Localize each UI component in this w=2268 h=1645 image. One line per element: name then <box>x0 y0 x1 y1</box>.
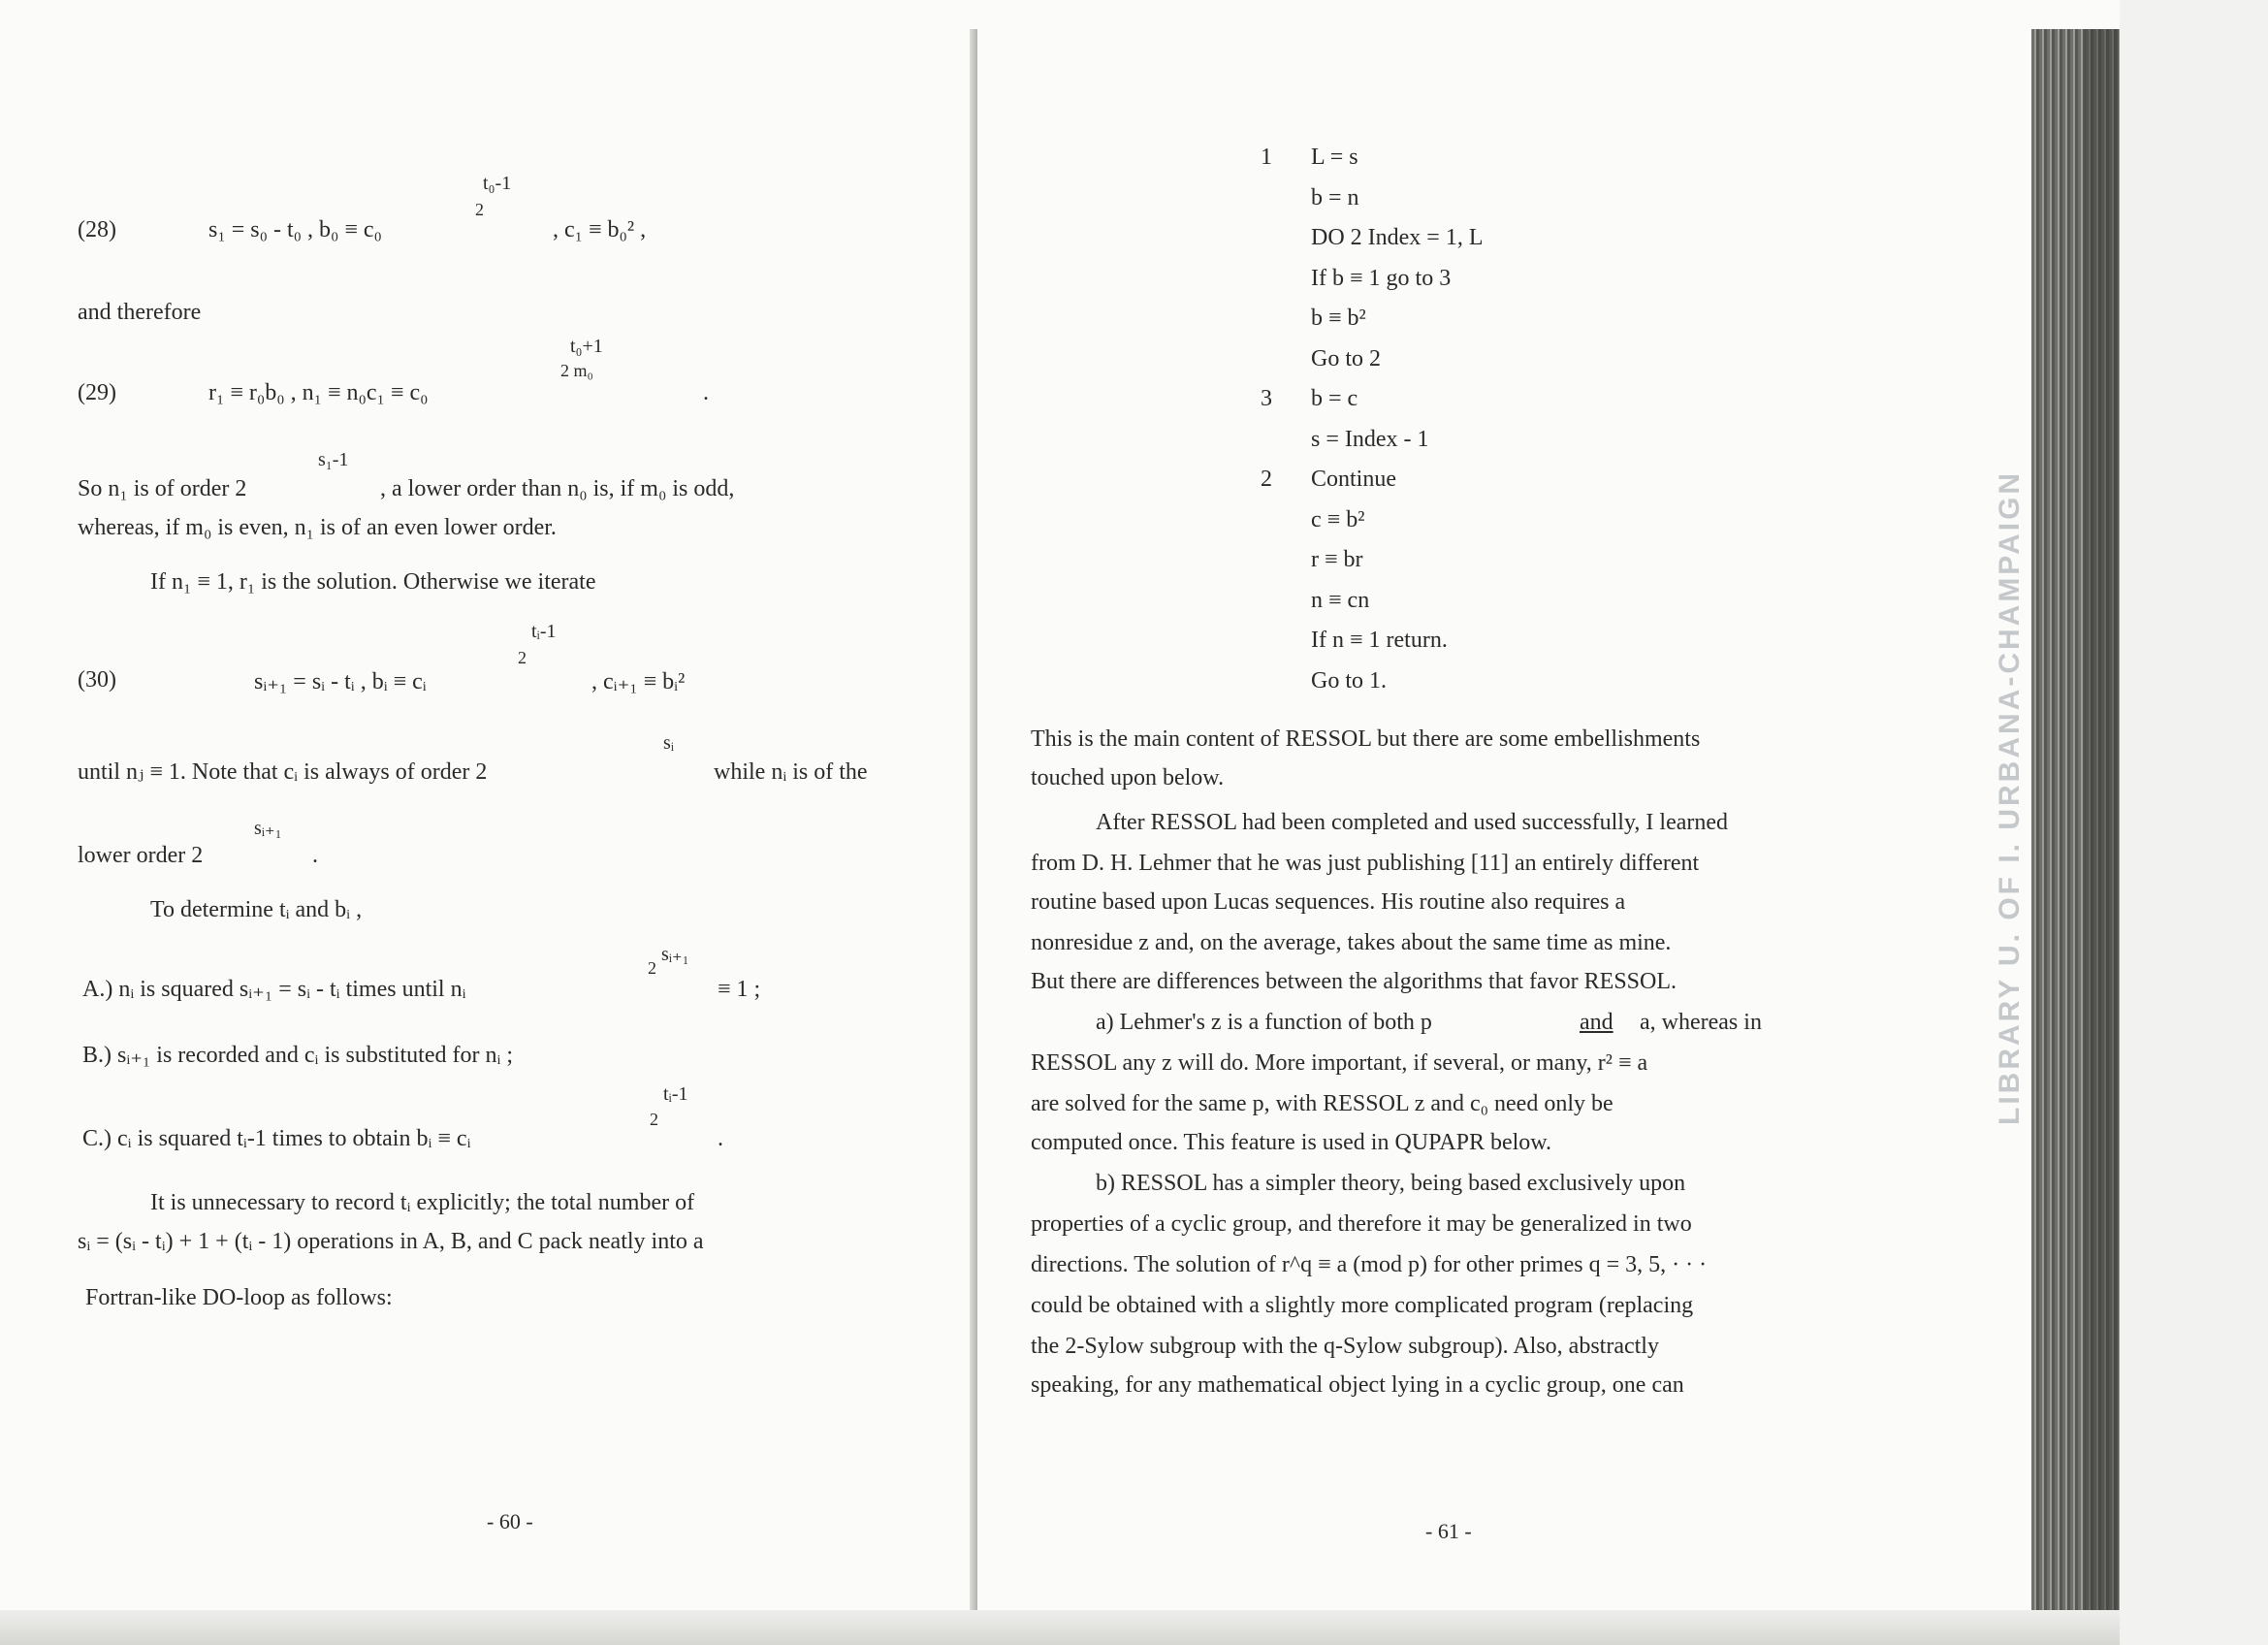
code-line-label: 1 <box>1261 145 1272 170</box>
code-line: Continue <box>1311 467 1396 492</box>
text-line: After RESSOL had been completed and used successfully, I learned <box>1096 810 1729 835</box>
eq30-part1: sᵢ₊₁ = sᵢ - tᵢ , bᵢ ≡ cᵢ <box>254 669 427 694</box>
lower-order-a: lower order 2 <box>78 843 204 868</box>
eq28-part2: , c₁ ≡ b₀² , <box>553 217 647 242</box>
code-line-label: 2 <box>1261 467 1272 492</box>
library-stamp: LIBRARY U. OF I. URBANA-CHAMPAIGN <box>1994 469 2026 1125</box>
step-c-exponent-base: 2 <box>650 1110 658 1129</box>
step-a-exponent-top: sᵢ₊₁ <box>661 944 689 965</box>
text-line: and <box>1580 1010 1613 1035</box>
eq30-part2: , cᵢ₊₁ ≡ bᵢ² <box>591 669 686 694</box>
eq29-part2: . <box>703 380 709 405</box>
code-line: If n ≡ 1 return. <box>1311 628 1448 653</box>
text-line: a, whereas in <box>1640 1010 1762 1035</box>
code-line: Go to 1. <box>1311 668 1387 693</box>
step-a-tail: ≡ 1 ; <box>718 977 761 1002</box>
code-line: L = s <box>1311 145 1358 170</box>
eq28-part1: s₁ = s₀ - t₀ , b₀ ≡ c₀ <box>208 217 382 242</box>
text-line: from D. H. Lehmer that he was just publishing [11] an entirely different <box>1031 851 1700 876</box>
para-so-line1a: So n₁ is of order 2 <box>78 476 247 501</box>
until-exponent: sᵢ <box>663 732 675 754</box>
text-line: touched upon below. <box>1031 765 1225 790</box>
para-unnecessary-line2: sᵢ = (sᵢ - tᵢ) + 1 + (tᵢ - 1) operations in A, B, and C pack neatly into a <box>78 1229 704 1254</box>
eq28-label: (28) <box>78 217 116 242</box>
to-determine: To determine tᵢ and bᵢ , <box>150 897 363 922</box>
para-if: If n₁ ≡ 1, r₁ is the solution. Otherwise we iterate <box>150 569 596 595</box>
para-unnecessary-line1: It is unnecessary to record tᵢ explicitly; the total number of <box>150 1190 695 1215</box>
text-line: RESSOL any z will do. More important, if several, or many, r² ≡ a <box>1031 1050 1648 1076</box>
text-line: This is the main content of RESSOL but there are some embellishments <box>1031 726 1701 752</box>
code-line: If b ≡ 1 go to 3 <box>1311 266 1452 291</box>
text-line: the 2-Sylow subgroup with the q-Sylow subgroup). Also, abstractly <box>1031 1334 1659 1359</box>
left-page <box>0 0 977 1645</box>
step-c-tail: . <box>718 1126 723 1151</box>
code-line: Go to 2 <box>1311 346 1381 371</box>
eq30-exponent-base: 2 <box>518 648 527 667</box>
text-line: nonresidue z and, on the average, takes about the same time as mine. <box>1031 930 1672 955</box>
code-line: n ≡ cn <box>1311 588 1370 613</box>
text-line: could be obtained with a slightly more complicated program (replacing <box>1031 1293 1694 1318</box>
text-line: directions. The solution of r^q ≡ a (mod p) for other primes q = 3, 5, · · · <box>1031 1252 1708 1277</box>
eq28-exponent-top: t₀-1 <box>483 173 512 194</box>
eq29-part1: r₁ ≡ r₀b₀ , n₁ ≡ n₀c₁ ≡ c₀ <box>208 380 429 405</box>
step-b-line: B.) sᵢ₊₁ is recorded and cᵢ is substituted for nᵢ ; <box>82 1043 514 1068</box>
text-line: But there are differences between the algorithms that favor RESSOL. <box>1031 969 1677 994</box>
lower-order-exponent: sᵢ₊₁ <box>254 818 282 839</box>
text-line: routine based upon Lucas sequences. His routine also requires a <box>1031 889 1626 915</box>
background-margin <box>2120 0 2268 1645</box>
code-line: b = c <box>1311 386 1358 411</box>
until-line-b: while nᵢ is of the <box>714 759 868 785</box>
para-so-line2: whereas, if m₀ is even, n₁ is of an even lower order. <box>78 515 557 540</box>
text-line: computed once. This feature is used in QUPAPR below. <box>1031 1130 1552 1155</box>
and-therefore: and therefore <box>78 300 202 325</box>
eq29-label: (29) <box>78 380 116 405</box>
text-line: are solved for the same p, with RESSOL z and c₀ need only be <box>1031 1091 1613 1116</box>
code-line: DO 2 Index = 1, L <box>1311 225 1484 250</box>
page-number-right: - 61 - <box>1425 1519 1472 1543</box>
text-line: b) RESSOL has a simpler theory, being based exclusively upon <box>1096 1171 1686 1196</box>
code-line-label: 3 <box>1261 386 1272 411</box>
eq28-exponent-base: 2 <box>475 200 484 219</box>
text-line: a) Lehmer's z is a function of both p <box>1096 1010 1432 1035</box>
eq30-exponent-top: tᵢ-1 <box>531 621 557 642</box>
text-line: properties of a cyclic group, and therefore it may be generalized in two <box>1031 1211 1692 1237</box>
step-a-line: A.) nᵢ is squared sᵢ₊₁ = sᵢ - tᵢ times until nᵢ <box>82 977 466 1002</box>
page-number-left: - 60 - <box>487 1509 533 1533</box>
right-page <box>977 0 2120 1645</box>
eq29-exponent-top: t₀+1 <box>570 336 603 357</box>
until-line-a: until nⱼ ≡ 1. Note that cᵢ is always of order 2 <box>78 759 488 785</box>
step-c-exponent-top: tᵢ-1 <box>663 1083 688 1105</box>
eq29-exponent-base: 2 m₀ <box>560 361 593 380</box>
bottom-shadow <box>0 1610 2120 1645</box>
para-so-line1b: , a lower order than n₀ is, if m₀ is odd, <box>380 476 735 501</box>
para-unnecessary-line3: Fortran-like DO-loop as follows: <box>85 1285 393 1310</box>
step-a-exponent-base: 2 <box>648 958 656 978</box>
code-line: b = n <box>1311 185 1359 210</box>
code-line: s = Index - 1 <box>1311 427 1429 452</box>
code-line: c ≡ b² <box>1311 507 1365 532</box>
step-c-line: C.) cᵢ is squared tᵢ-1 times to obtain bᵢ ≡ cᵢ <box>82 1126 471 1151</box>
page-edge-dark <box>2085 29 2120 1620</box>
code-line: r ≡ br <box>1311 547 1363 572</box>
para-so-exponent: s₁-1 <box>318 449 349 470</box>
code-line: b ≡ b² <box>1311 306 1366 331</box>
text-line: speaking, for any mathematical object lying in a cyclic group, one can <box>1031 1372 1684 1398</box>
lower-order-b: . <box>312 843 318 868</box>
eq30-label: (30) <box>78 667 116 693</box>
